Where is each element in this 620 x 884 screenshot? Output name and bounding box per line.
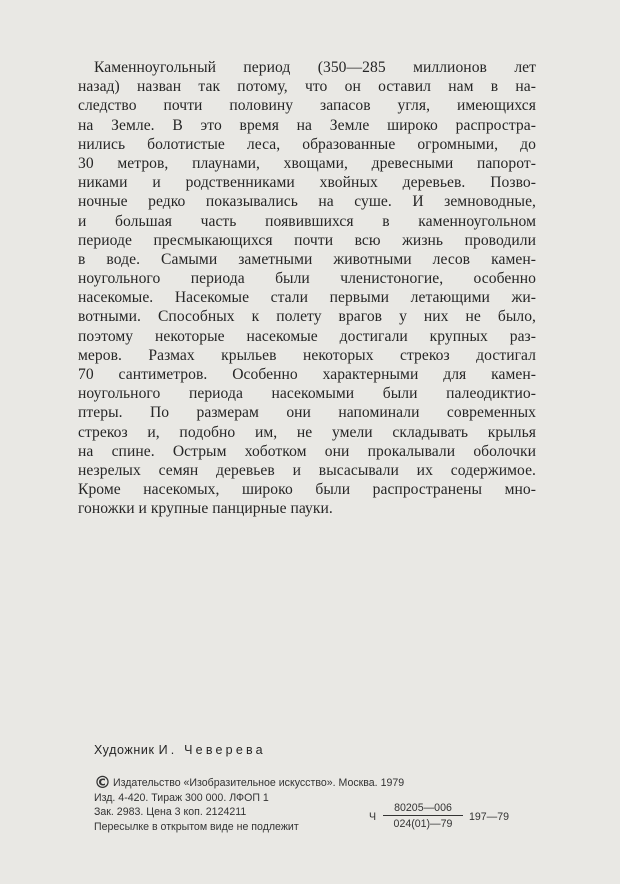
text-line: назад) назван так потому, что он оставил нам в на- (78, 78, 536, 96)
copyright-icon: © (94, 773, 111, 793)
text-line: и большая часть появившихся в каменноугольном (78, 212, 536, 230)
text-line: птеры. По размерам они напоминали современных (78, 404, 536, 422)
order-line: Зак. 2983. Цена 3 коп. 2124211 (94, 806, 247, 819)
publisher-row (94, 773, 534, 793)
text-line: нились болотистые леса, образованные огромными, до (78, 135, 536, 153)
text-line: гоножки и крупные панцирные пауки. (78, 500, 333, 518)
text-line: на спине. Острым хоботком они прокалывали оболочки (78, 442, 536, 460)
artist-name: И. Чеверева (158, 743, 266, 757)
text-line: Каменноугольный период (350—285 миллионов лет (94, 59, 536, 76)
text-line: следство почти половину запасов угля, имеющихся (78, 97, 536, 115)
index-fraction (383, 801, 463, 831)
order-row (94, 805, 534, 820)
text-line: меров. Размах крыльев некоторых стрекоз достигал (78, 346, 536, 364)
mailing-line: Пересылке в открытом виде не подлежит (94, 820, 299, 833)
main-text-block (78, 58, 536, 519)
text-line: насекомые. Насекомые стали первыми летающими жи- (78, 289, 536, 307)
artist-role: Художник (94, 743, 155, 757)
text-line: ноугольного периода насекомыми были палеодиктио- (78, 385, 536, 403)
mailing-row (94, 820, 534, 835)
text-line: вотными. Способных к полету врагов у них не было, (78, 308, 536, 326)
text-line: незрелых семян деревьев и высасывали их содержимое. (78, 461, 536, 479)
fraction-bar (383, 815, 463, 816)
text-line: ночные редко показывались на суше. И земноводные, (78, 193, 536, 211)
index-prefix: Ч (369, 811, 377, 823)
text-line: в воде. Самыми заметными животными лесов камен- (78, 250, 536, 268)
text-line: на Земле. В это время на Земле широко распростра- (78, 116, 536, 134)
imprint-block (94, 773, 534, 834)
index-denominator: 024(01)—79 (393, 818, 453, 830)
text-line: 30 метров, плаунами, хвощами, древесными папорот- (78, 154, 536, 172)
text-line: никами и родственниками хвойных деревьев. Позво- (78, 174, 536, 192)
text-line: периоде пресмыкающихся почти всю жизнь проводили (78, 231, 536, 249)
text-line: Кроме насекомых, широко были распространены мно- (78, 481, 536, 499)
index-numerator: 80205—006 (394, 802, 452, 814)
text-line: стрекоз и, подобно им, не умели складывать крылья (78, 423, 536, 441)
publisher-line: Издательство «Изобразительное искусство». Москва. 1979 (113, 777, 405, 789)
text-line: ноугольного периода были членистоногие, особенно (78, 270, 536, 288)
edition-row (94, 791, 534, 806)
index-suffix: 197—79 (469, 811, 510, 823)
text-line: поэтому некоторые насекомые достигали крупных раз- (78, 327, 536, 345)
text-line: 70 сантиметров. Особенно характерными для камен- (78, 366, 536, 383)
artist-credit (94, 743, 266, 757)
edition-line: Изд. 4-420. Тираж 300 000. ЛФОП 1 (94, 791, 269, 804)
